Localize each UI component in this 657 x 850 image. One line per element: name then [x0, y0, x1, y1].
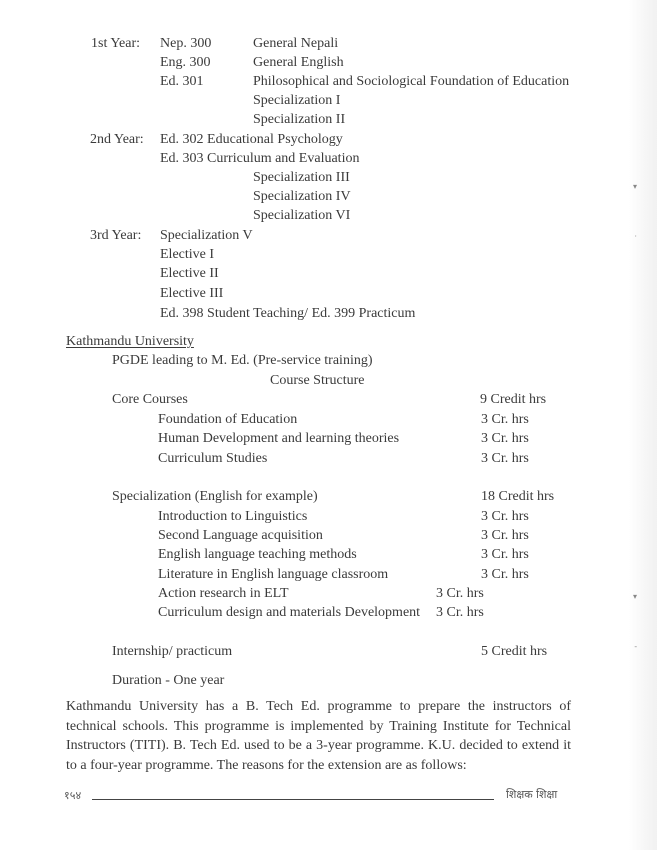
- course-item: Elective I: [160, 247, 215, 262]
- specialization-credits: 18 Credit hrs: [481, 489, 555, 504]
- course-name: Foundation of Education: [158, 412, 298, 427]
- course-credits: 3 Cr. hrs: [481, 451, 529, 466]
- course-credits: 3 Cr. hrs: [481, 431, 529, 446]
- journal-title: शिक्षक शिक्षा: [506, 788, 558, 801]
- course-item: Ed. 303 Curriculum and Evaluation: [160, 151, 360, 166]
- course-code: Nep. 300: [160, 36, 212, 51]
- year3-label: 3rd Year:: [90, 228, 142, 243]
- course-credits: 3 Cr. hrs: [481, 547, 529, 562]
- footer-rule: [92, 799, 494, 800]
- program-title: PGDE leading to M. Ed. (Pre-service training): [112, 353, 373, 368]
- course-code: Ed. 301: [160, 74, 204, 89]
- year1-label: 1st Year:: [91, 36, 141, 51]
- margin-speck: ▾: [632, 182, 637, 191]
- course-title: Specialization II: [253, 112, 346, 127]
- course-item: Elective II: [160, 266, 219, 281]
- course-item: Specialization III: [253, 170, 350, 185]
- course-item: Specialization IV: [253, 189, 351, 204]
- course-item: Elective III: [160, 286, 224, 301]
- course-item: Ed. 398 Student Teaching/ Ed. 399 Practicum: [160, 306, 416, 321]
- course-name: English language teaching methods: [158, 547, 357, 562]
- course-name: Action research in ELT: [158, 586, 289, 601]
- specialization-label: Specialization (English for example): [112, 489, 318, 504]
- body-paragraph: Kathmandu University has a B. Tech Ed. programme to prepare the instructors of technical schools. This programme is implemented by Training Institute for Technical Instructors (TITI). B. Tech Ed. used to be a 3-year programme. K.U. decided to extend it to a four-year programme. The reasons for the extension are as follows:: [66, 699, 571, 773]
- course-credits: 3 Cr. hrs: [436, 605, 484, 620]
- course-name: Literature in English language classroom: [158, 567, 389, 582]
- course-item: Specialization V: [160, 228, 253, 243]
- structure-title: Course Structure: [270, 373, 365, 388]
- course-name: Curriculum design and materials Development: [158, 605, 421, 620]
- course-item: Specialization VI: [253, 208, 351, 223]
- duration: Duration - One year: [112, 673, 225, 688]
- page-number: १५४: [64, 789, 82, 802]
- course-name: Human Development and learning theories: [158, 431, 400, 446]
- course-title: General Nepali: [253, 36, 339, 51]
- course-code: Eng. 300: [160, 55, 211, 70]
- course-name: Introduction to Linguistics: [158, 509, 308, 524]
- core-courses-label: Core Courses: [112, 392, 188, 407]
- course-credits: 3 Cr. hrs: [481, 528, 529, 543]
- internship-credits: 5 Credit hrs: [481, 644, 548, 659]
- course-credits: 3 Cr. hrs: [481, 509, 529, 524]
- page-edge-shadow: [629, 0, 657, 850]
- course-name: Second Language acquisition: [158, 528, 323, 543]
- year2-label: 2nd Year:: [90, 132, 144, 147]
- internship-label: Internship/ practicum: [112, 644, 233, 659]
- course-title: Specialization I: [253, 93, 341, 108]
- course-title: Philosophical and Sociological Foundation of Education: [253, 74, 570, 89]
- margin-speck: ▾: [632, 592, 637, 601]
- section-heading: Kathmandu University: [66, 334, 194, 349]
- course-credits: 3 Cr. hrs: [481, 412, 529, 427]
- course-item: Ed. 302 Educational Psychology: [160, 132, 343, 147]
- course-name: Curriculum Studies: [158, 451, 268, 466]
- course-credits: 3 Cr. hrs: [436, 586, 484, 601]
- course-title: General English: [253, 55, 344, 70]
- margin-speck: ·: [634, 232, 637, 241]
- course-credits: 3 Cr. hrs: [481, 567, 529, 582]
- margin-speck: -: [634, 642, 637, 651]
- core-courses-credits: 9 Credit hrs: [480, 392, 547, 407]
